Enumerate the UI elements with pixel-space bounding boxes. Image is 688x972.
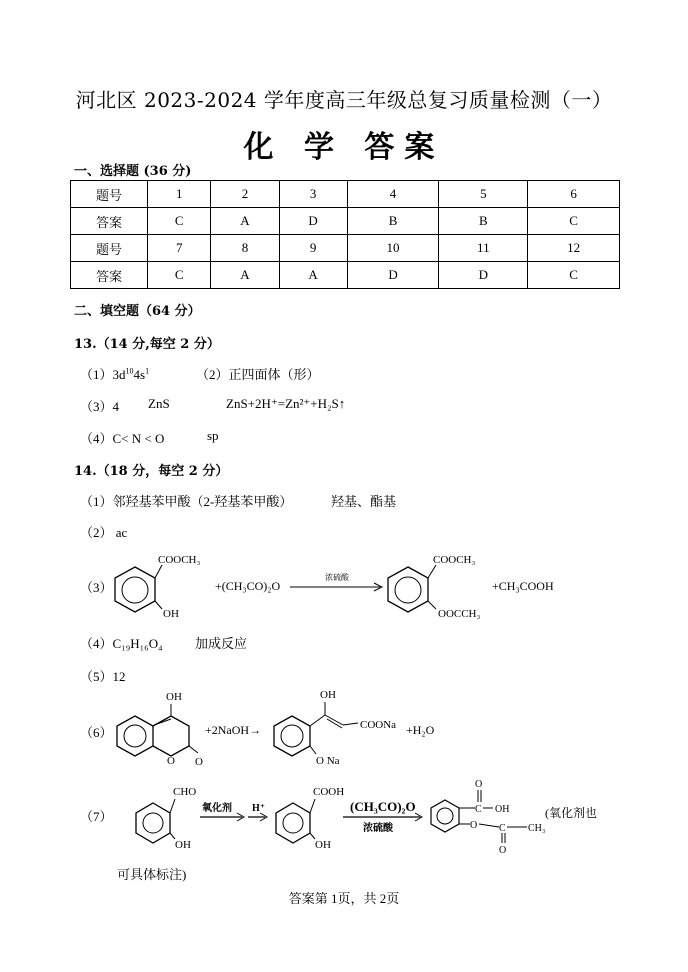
page-subtitle: 化 学 答案: [243, 130, 445, 165]
table-row: [71, 208, 620, 235]
q14-reaction-7: [125, 775, 615, 855]
q13-answer-1: $(1)3d^{10}4s^1$: [80, 366, 150, 382]
q14-7-o1: O: [475, 779, 483, 790]
q14-answer-1b: 羟基、酯基: [331, 494, 397, 509]
benzene-ring-icon: [115, 567, 155, 612]
q14-6-o: O: [167, 755, 175, 767]
q14-answer-2: （2） ac: [80, 525, 128, 540]
q14-answer-5: （5）12: [80, 669, 126, 684]
table-cell: 10: [347, 235, 439, 262]
q14-3-sub3: COOCH₃: [433, 554, 476, 566]
q14-reaction-6: [110, 688, 470, 778]
q14-answer-4b: 加成反应: [195, 636, 248, 651]
q14-7-oh2: OH: [315, 839, 331, 851]
q14-6-coona: COONa: [360, 719, 397, 731]
q13-answer-2: （2）正四面体（形）: [196, 367, 320, 382]
q14-answer-4a: （4）C₁₉H₁₆O₄: [80, 636, 163, 651]
table-cell: 7: [148, 235, 211, 262]
section1-heading: 一、选择题 (36 分): [74, 164, 192, 179]
q14-7-oh1: OH: [175, 839, 191, 851]
q14-7-c2: C: [499, 823, 506, 834]
table-cell: 5: [439, 181, 528, 208]
q14-answer-3-label: （3）: [80, 580, 113, 595]
q14-answer-1a: （1）邻羟基苯甲酸（2-羟基苯甲酸）: [80, 494, 293, 509]
table-cell: C: [528, 208, 620, 235]
table-cell: D: [347, 262, 439, 289]
benzene-ring-icon: [431, 800, 459, 832]
table-cell: 8: [211, 235, 279, 262]
q13-answer-4b: sp: [207, 428, 219, 443]
table-cell: A: [211, 208, 279, 235]
q14-answer-6-label: （6）: [80, 725, 113, 740]
page-footer: 答案第 1页，共 2页: [288, 891, 400, 906]
q14-6-reagent: +2NaOH→: [205, 723, 262, 737]
q14-3-reagent: +(CH₃CO)₂O: [215, 579, 281, 593]
svg-text:O: O: [195, 756, 203, 768]
q14-7-anhydride: (CH₃CO)₂O: [350, 799, 416, 814]
table-row-header: 答案: [71, 262, 148, 289]
q14-7-condition: 浓硫酸: [363, 823, 393, 834]
benzene-ring-icon: [276, 803, 310, 843]
q14-3-byproduct: +CH₃COOH: [492, 579, 554, 593]
q14-7-oh3: OH: [495, 804, 510, 815]
table-cell: B: [439, 208, 528, 235]
q14-3-condition: 浓硫酸: [325, 573, 349, 582]
table-cell: C: [528, 262, 620, 289]
table-row-header: 题号: [71, 181, 148, 208]
answer-table: [70, 180, 620, 289]
q14-6-oh2: OH: [320, 689, 336, 701]
table-row: [71, 181, 620, 208]
q13-answer-4a: （4）C< N < O: [80, 431, 165, 446]
table-cell: C: [148, 208, 211, 235]
q13-answer-3a: （3）4: [80, 399, 120, 414]
table-cell: 3: [279, 181, 347, 208]
q13-answer-3c: ZnS+2H⁺=Zn²⁺+H₂S↑: [226, 396, 346, 411]
table-cell: 4: [347, 181, 439, 208]
q14-3-sub2: OH: [163, 608, 179, 620]
table-cell: 6: [528, 181, 620, 208]
table-row-header: 答案: [71, 208, 148, 235]
q14-7-note2: 可具体标注): [117, 867, 187, 882]
table-cell: 1: [148, 181, 211, 208]
table-cell: C: [148, 262, 211, 289]
table-row: [71, 235, 620, 262]
q14-heading: 14.（18 分，每空 2 分）: [74, 464, 229, 479]
q14-7-acid: H⁺: [252, 803, 266, 814]
q14-7-o2: O: [470, 820, 478, 831]
q14-7-cooh: COOH: [313, 786, 345, 798]
benzene-ring-icon: [136, 803, 170, 843]
q14-3-sub4: OOCCH₃: [438, 608, 481, 620]
q14-6-ona: O Na: [316, 755, 340, 767]
coumarin-structure-icon: [117, 716, 198, 756]
q14-7-c1: C: [475, 804, 482, 815]
table-row: [71, 262, 620, 289]
table-cell: A: [279, 262, 347, 289]
q14-reaction-3: [100, 545, 580, 625]
q13-answer-3b: ZnS: [148, 396, 170, 411]
table-cell: A: [211, 262, 279, 289]
q14-7-ch3: CH₃: [528, 823, 546, 834]
q14-7-note1: (氧化剂也: [545, 806, 597, 820]
q14-answer-7-label: （7）: [80, 809, 113, 824]
section2-heading: 二、填空题（64 分）: [74, 304, 201, 319]
table-cell: D: [439, 262, 528, 289]
benzene-ring-icon: [388, 567, 428, 612]
q14-7-oxidant: 氧化剂: [202, 803, 232, 814]
benzene-ring-icon: [274, 716, 310, 756]
table-cell: 9: [279, 235, 347, 262]
q14-3-sub1: COOCH₃: [158, 554, 201, 566]
q14-7-o3: O: [499, 845, 507, 855]
table-cell: 12: [528, 235, 620, 262]
q14-7-cho: CHO: [173, 786, 197, 798]
q14-6-oh: OH: [166, 691, 182, 703]
table-row-header: 题号: [71, 235, 148, 262]
table-cell: 2: [211, 181, 279, 208]
q14-6-water: +H₂O: [406, 723, 435, 737]
table-cell: B: [347, 208, 439, 235]
table-cell: 11: [439, 235, 528, 262]
table-cell: D: [279, 208, 347, 235]
page-title: 河北区 2023-2024 学年度高三年级总复习质量检测（一）: [75, 88, 613, 112]
q13-heading: 13.（14 分,每空 2 分）: [74, 337, 220, 352]
